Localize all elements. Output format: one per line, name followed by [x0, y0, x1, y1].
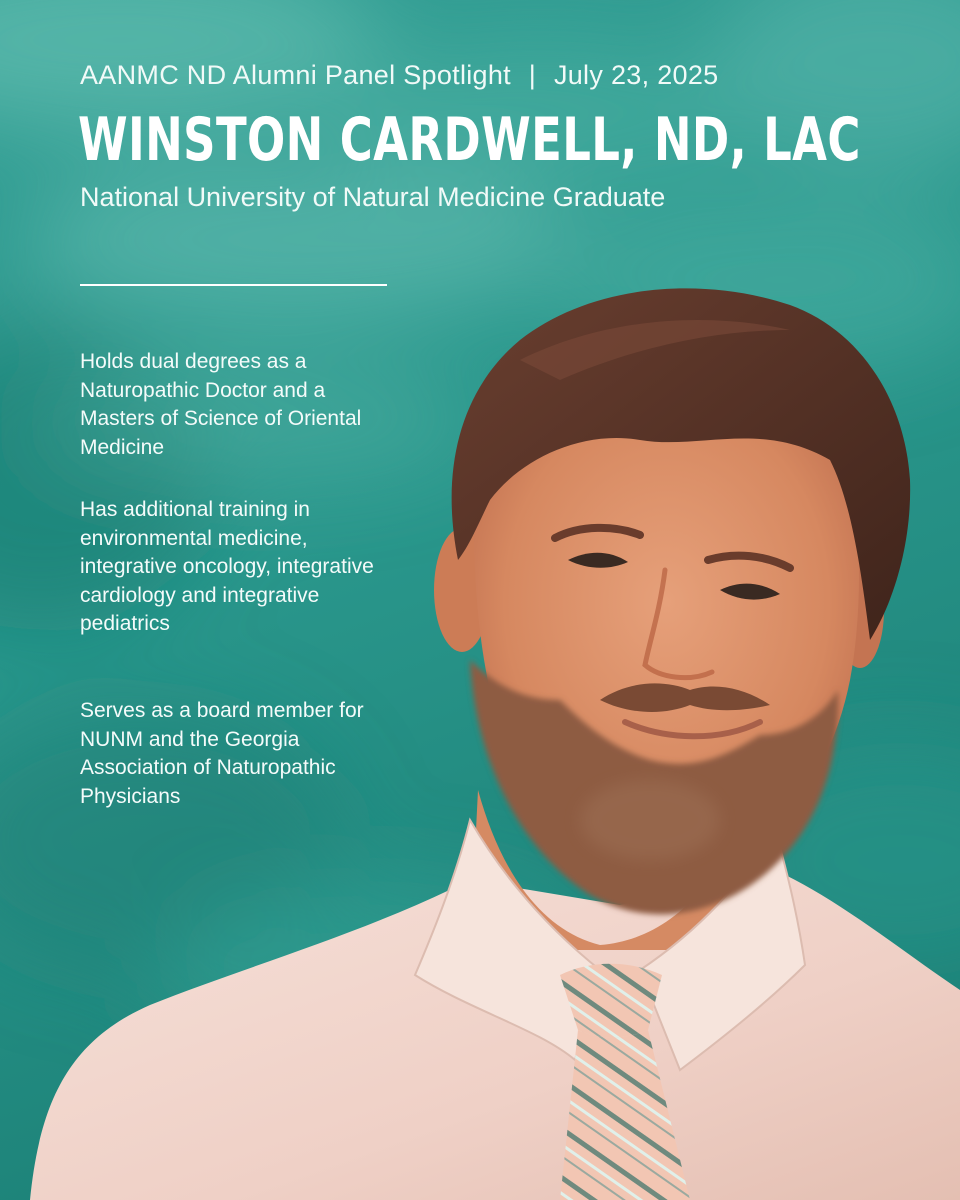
event-label: AANMC ND Alumni Panel Spotlight [80, 60, 511, 90]
event-header [80, 60, 718, 91]
fact-board: Serves as a board member for NUNM and the Georgia Association of Naturopathic Physicians [80, 699, 364, 808]
divider [80, 284, 387, 286]
fact-degrees: Holds dual degrees as a Naturopathic Doctor and a Masters of Science of Oriental Medicine [80, 350, 362, 459]
profile-name: WINSTON CARDWELL, ND, LAC [78, 105, 861, 175]
event-date: July 23, 2025 [553, 60, 719, 90]
header-separator: | [528, 60, 537, 90]
profile-school: National University of Natural Medicine Graduate [80, 182, 666, 212]
fact-training: Has additional training in environmental medicine, integrative oncology, integrative cardiology and integrative pediatrics [80, 498, 374, 635]
